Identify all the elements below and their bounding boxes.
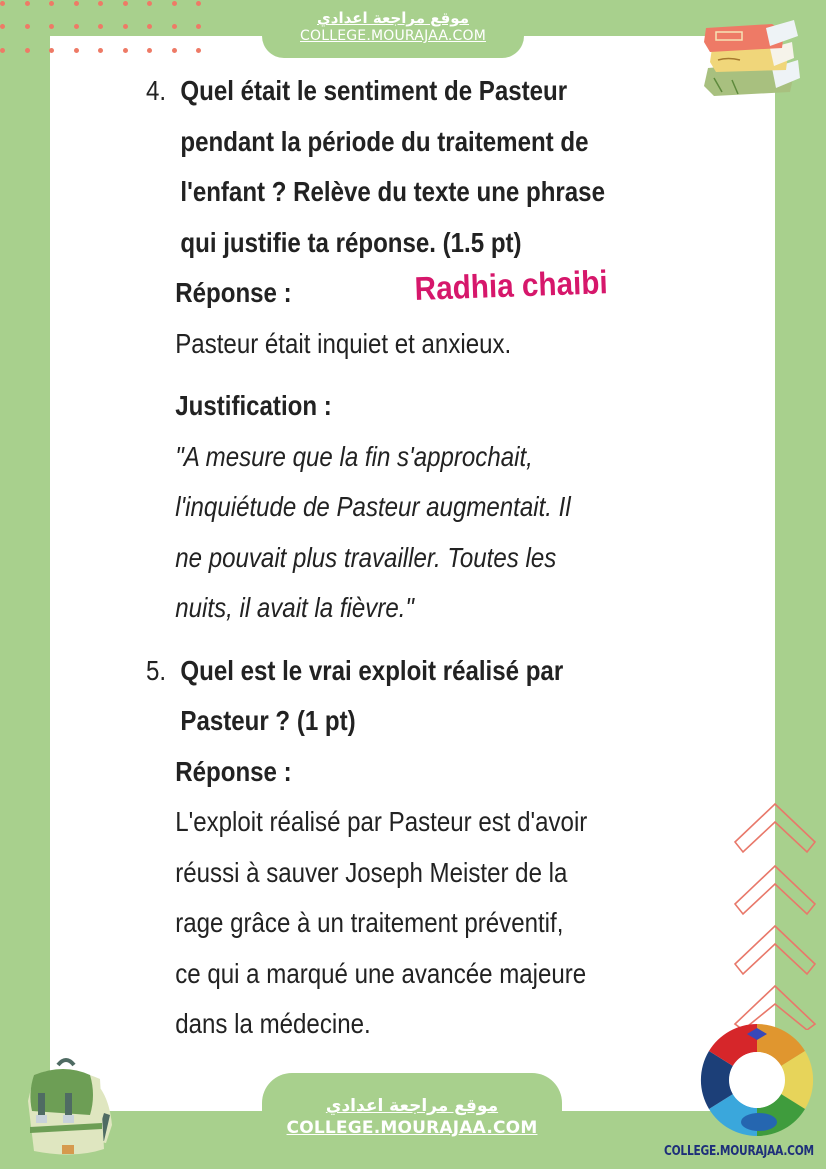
dot-decoration [98, 48, 103, 53]
dot-decoration [172, 24, 177, 29]
justification-line: nuits, il avait la fièvre." [175, 592, 414, 623]
chevron-up-icon [733, 790, 819, 1030]
answer-5 [146, 747, 726, 1050]
dot-decoration [25, 24, 30, 29]
justification-line: l'inquiétude de Pasteur augmentait. Il [175, 491, 571, 522]
answer-line: Pasteur était inquiet et anxieux. [175, 327, 512, 359]
author-watermark: Radhia chaibi [414, 263, 609, 307]
question-number: 4. [146, 75, 167, 106]
dot-decoration [172, 48, 177, 53]
question-line: pendant la période du traitement de [180, 125, 589, 157]
dot-decoration [0, 1, 5, 6]
dot-decoration [49, 1, 54, 6]
dot-decoration [196, 48, 201, 53]
dot-decoration [74, 48, 79, 53]
dot-decoration [147, 24, 152, 29]
question-line: l'enfant ? Relève du texte une phrase [180, 176, 605, 207]
question-5 [146, 646, 696, 747]
dot-decoration [123, 1, 128, 6]
question-line: Quel était le sentiment de Pasteur [180, 75, 568, 106]
dot-decoration [0, 24, 5, 29]
header-site-url[interactable]: COLLEGE.MOURAJAA.COM [300, 28, 486, 44]
dot-decoration [196, 1, 201, 6]
dot-decoration [123, 48, 128, 53]
question-line: qui justifie ta réponse. (1.5 pt) [180, 226, 522, 258]
dot-decoration [49, 48, 54, 53]
dot-decoration [147, 1, 152, 6]
answer-line: ce qui a marqué une avancée majeure [175, 957, 587, 989]
answer-4 [146, 268, 726, 646]
dot-decoration [172, 1, 177, 6]
dot-decoration [0, 48, 5, 53]
dot-decoration [25, 48, 30, 53]
dot-decoration [196, 24, 201, 29]
answer-line: rage grâce à un traitement préventif, [175, 907, 564, 938]
header-site-arabic[interactable]: موقع مراجعة اعدادي [317, 9, 469, 27]
dot-decoration [147, 48, 152, 53]
answer-line: réussi à sauver Joseph Meister de la [175, 856, 568, 888]
document-content [146, 66, 746, 1050]
answer-label: Réponse : [175, 755, 292, 787]
question-4 [146, 66, 696, 268]
justification-label: Justification : [175, 390, 332, 421]
justification-line: "A mesure que la fin s'approchait, [175, 440, 533, 472]
footer-site-url[interactable]: COLLEGE.MOURAJAA.COM [286, 1118, 538, 1138]
answer-line: dans la médecine. [175, 1008, 371, 1039]
dot-decoration [74, 24, 79, 29]
answer-label: Réponse : [175, 277, 292, 308]
footer-logo-text[interactable]: COLLEGE.MOURAJAA.COM [664, 1144, 814, 1159]
backpack-icon [14, 1055, 114, 1165]
dot-decoration [98, 1, 103, 6]
dot-decoration [123, 24, 128, 29]
dot-decoration [98, 24, 103, 29]
justification-line: ne pouvait plus travailler. Toutes les [175, 541, 557, 573]
answer-line: L'exploit réalisé par Pasteur est d'avoir [175, 806, 588, 837]
question-line: Pasteur ? (1 pt) [180, 705, 356, 736]
dot-decoration [49, 24, 54, 29]
school-subjects-wheel-icon [694, 1022, 820, 1140]
decorative-dots [0, 0, 200, 60]
header-site-banner[interactable] [262, 0, 524, 58]
dot-decoration [25, 1, 30, 6]
footer-site-banner[interactable] [262, 1073, 562, 1169]
question-line: Quel est le vrai exploit réalisé par [180, 654, 564, 686]
question-number: 5. [146, 654, 167, 686]
footer-site-arabic[interactable]: موقع مراجعة اعدادي [325, 1096, 499, 1116]
dot-decoration [74, 1, 79, 6]
